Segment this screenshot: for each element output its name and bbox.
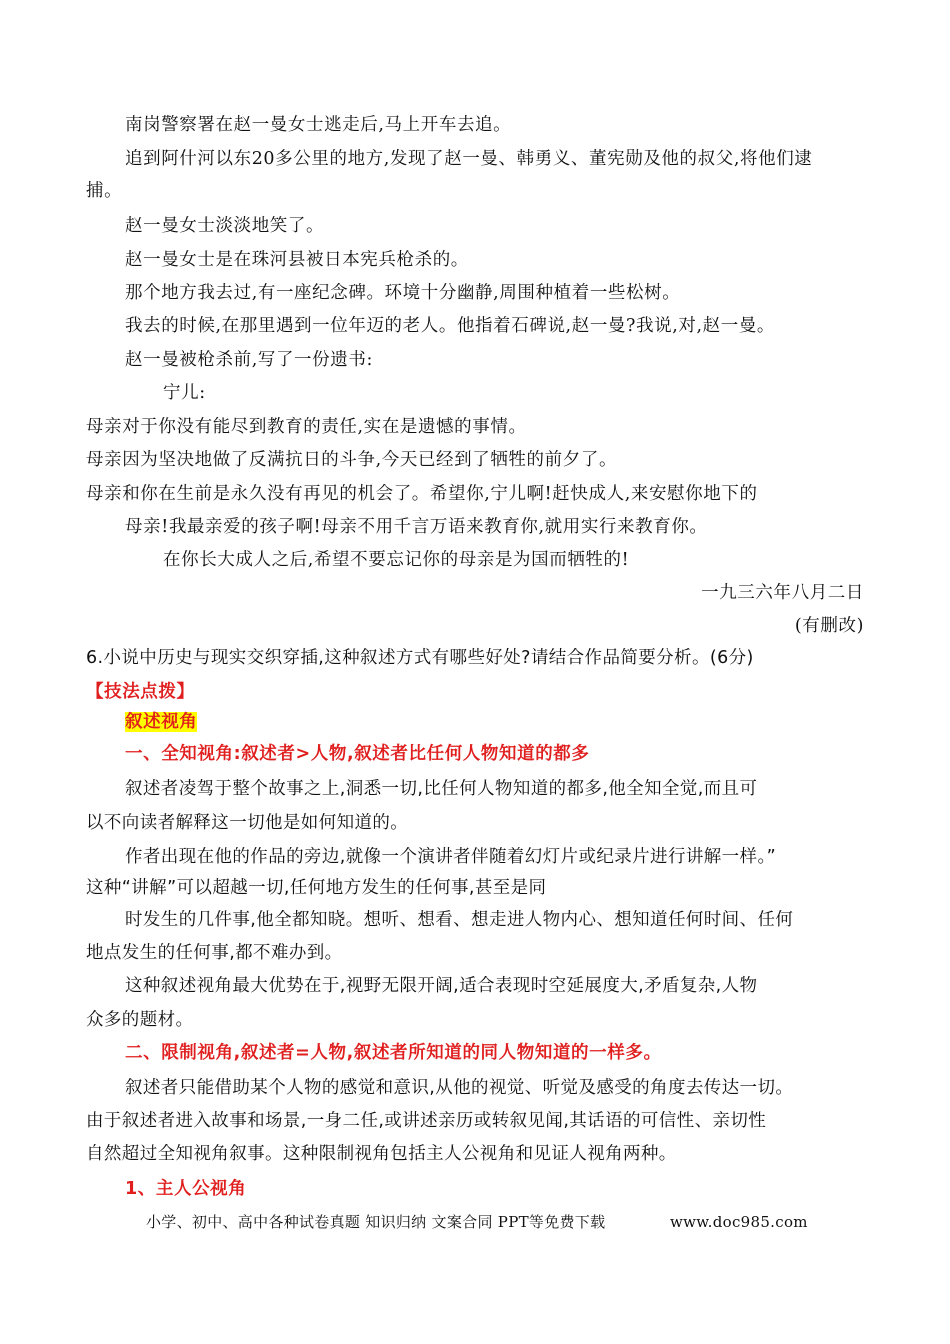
section-1-line: 作者出现在他的作品的旁边,就像一个演讲者伴随着幻灯片或纪录片进行讲解一样。”	[125, 847, 777, 867]
section-1-title: 一、全知视角:叙述者>人物,叙述者比任何人物知道的都多	[125, 744, 590, 764]
story-line: 我去的时候,在那里遇到一位年迈的老人。他指着石碑说,赵一曼?我说,对,赵一曼。	[125, 316, 776, 336]
tips-topic-text: 叙述视角	[125, 712, 198, 732]
section-1-line: 时发生的几件事,他全都知晓。想听、想看、想走进人物内心、想知道任何时间、任何	[125, 910, 794, 930]
letter-line: 在你长大成人之后,希望不要忘记你的母亲是为国而牺牲的!	[163, 550, 630, 570]
letter-date: 一九三六年八月二日	[701, 583, 864, 603]
tips-topic	[125, 714, 197, 732]
footer-url[interactable]: www.doc985.com	[670, 1213, 808, 1231]
section-2-line: 叙述者只能借助某个人物的感觉和意识,从他的视觉、听觉及感受的角度去传达一切。	[125, 1078, 794, 1098]
section-3-title: 1、主人公视角	[125, 1179, 247, 1199]
story-line: 赵一曼女士淡淡地笑了。	[125, 216, 325, 236]
story-line: 捕。	[86, 181, 123, 201]
story-line: 南岗警察署在赵一曼女士逃走后,马上开车去追。	[125, 115, 512, 135]
story-line: 赵一曼女士是在珠河县被日本宪兵枪杀的。	[125, 250, 469, 270]
section-2-title: 二、限制视角,叙述者=人物,叙述者所知道的同人物知道的一样多。	[125, 1043, 662, 1063]
section-1-line: 地点发生的任何事,都不难办到。	[86, 943, 343, 963]
story-line: 赵一曼被枪杀前,写了一份遗书:	[125, 350, 373, 370]
letter-salutation: 宁儿:	[163, 383, 206, 403]
question-text: 6.小说中历史与现实交织穿插,这种叙述方式有哪些好处?请结合作品简要分析。(6分)	[86, 648, 754, 668]
section-1-line: 这种叙述视角最大优势在于,视野无限开阔,适合表现时空延展度大,矛盾复杂,人物	[125, 976, 758, 996]
letter-line: 母亲和你在生前是永久没有再见的机会了。希望你,宁儿啊!赶快成人,来安慰你地下的	[86, 484, 758, 504]
story-line: 那个地方我去过,有一座纪念碑。环境十分幽静,周围种植着一些松树。	[125, 283, 681, 303]
section-1-line: 以不向读者解释这一切他是如何知道的。	[86, 813, 409, 833]
letter-line: 母亲!我最亲爱的孩子啊!母亲不用千言万语来教育你,就用实行来教育你。	[125, 517, 708, 537]
letter-line: 母亲因为坚决地做了反满抗日的斗争,今天已经到了牺牲的前夕了。	[86, 450, 618, 470]
section-2-line: 自然超过全知视角叙事。这种限制视角包括主人公视角和见证人视角两种。	[86, 1144, 677, 1164]
section-1-line: 这种“讲解”可以超越一切,任何地方发生的任何事,甚至是同	[86, 878, 547, 898]
story-line: 追到阿什河以东20多公里的地方,发现了赵一曼、韩勇义、董宪勋及他的叔父,将他们逮	[125, 149, 813, 169]
source-note: (有删改)	[794, 616, 864, 636]
footer-text: 小学、初中、高中各种试卷真题 知识归纳 文案合同 PPT等免费下载	[146, 1213, 606, 1231]
section-1-line: 众多的题材。	[86, 1010, 194, 1030]
section-2-line: 由于叙述者进入故事和场景,一身二任,或讲述亲历或转叙见闻,其话语的可信性、亲切性	[86, 1111, 767, 1131]
tips-label: 【技法点拨】	[86, 682, 195, 702]
letter-line: 母亲对于你没有能尽到教育的责任,实在是遗憾的事情。	[86, 417, 527, 437]
section-1-line: 叙述者凌驾于整个故事之上,洞悉一切,比任何人物知道的都多,他全知全觉,而且可	[125, 779, 758, 799]
